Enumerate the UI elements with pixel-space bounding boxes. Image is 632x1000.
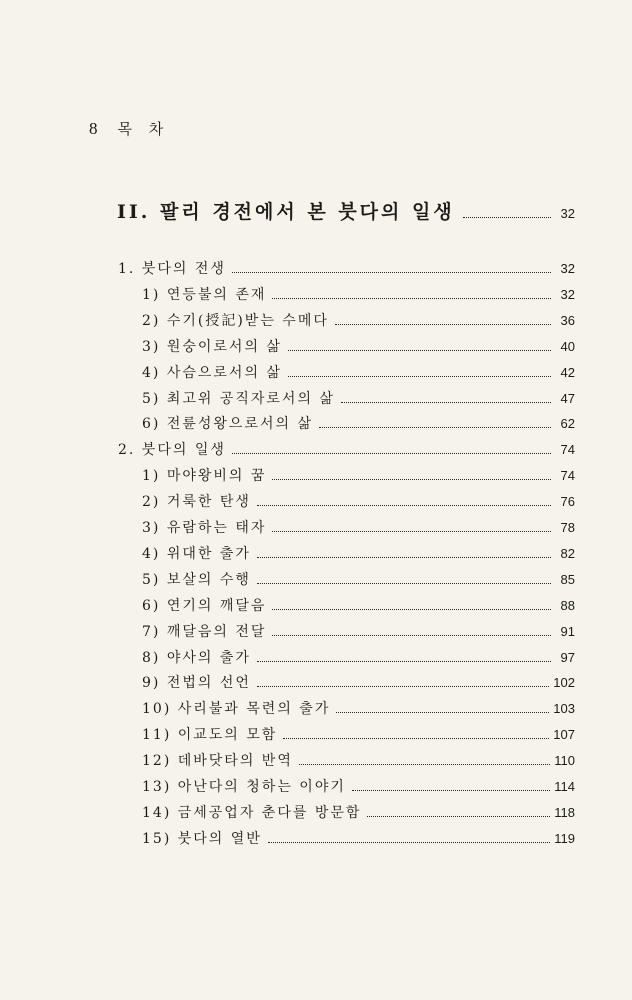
toc-section-entry-label: 3) 유람하는 태자 <box>142 520 267 536</box>
toc-section-entry <box>142 621 575 641</box>
toc-section-entry <box>142 595 575 615</box>
toc-section-entry-page: 97 <box>560 649 575 665</box>
toc-section-entry-label: 10) 사리불과 목련의 출가 <box>142 701 331 718</box>
toc-section-entry-page: 91 <box>560 623 575 639</box>
dot-leader <box>232 272 551 273</box>
toc-chapter-entry <box>118 258 575 278</box>
toc-section-entry-label: 7) 깨달음의 전달 <box>142 623 267 640</box>
toc-part-page: 32 <box>560 206 575 221</box>
dot-leader <box>257 686 549 687</box>
toc-section-entry-label: 4) 사슴으로서의 삶 <box>142 364 282 381</box>
toc-section-entry-page: 62 <box>560 416 575 432</box>
toc-section-entry <box>142 543 575 563</box>
dot-leader <box>463 217 551 218</box>
toc-chapter-entry-label: 2. 붓다의 일생 <box>118 442 226 459</box>
toc-part-entry <box>117 197 575 224</box>
dot-leader <box>283 738 549 739</box>
toc-section-entry-page: 74 <box>560 468 575 484</box>
toc-section-entry <box>142 647 575 667</box>
toc-section-entry-label: 11) 이교도의 모함 <box>142 727 278 744</box>
toc-section-entry-label: 6) 전륜성왕으로서의 삶 <box>142 416 313 433</box>
toc-section-entry <box>142 336 575 356</box>
dot-leader <box>272 298 551 299</box>
toc-section-entry-page: 88 <box>560 597 575 613</box>
toc-chapter-entry <box>118 439 575 459</box>
running-header <box>89 118 169 139</box>
toc-section-entry-page: 103 <box>553 701 575 717</box>
toc-section-entry-page: 118 <box>554 804 575 820</box>
toc-section-entry <box>142 491 575 511</box>
dot-leader <box>268 842 550 843</box>
dot-leader <box>288 350 551 351</box>
toc-section-entry-label: 9) 전법의 선언 <box>142 675 251 692</box>
dot-leader <box>257 505 551 506</box>
toc-section-entry-page: 78 <box>560 520 575 535</box>
running-title: 목 차 <box>117 120 170 138</box>
toc-section-entry-label: 2) 거룩한 탄생 <box>142 494 251 511</box>
toc-section-entry <box>142 698 575 718</box>
toc-chapter-entry-page: 74 <box>560 442 575 458</box>
toc-section-entry-page: 40 <box>560 338 575 354</box>
dot-leader <box>257 583 551 584</box>
dot-leader <box>257 557 551 558</box>
toc-section-entry-label: 5) 최고위 공직자로서의 삶 <box>142 390 335 407</box>
dot-leader <box>335 324 551 325</box>
toc-chapter-entry-page: 32 <box>560 261 575 276</box>
toc-section-entry-label: 4) 위대한 출가 <box>142 545 251 562</box>
toc-section-entry-page: 42 <box>560 364 575 380</box>
dot-leader <box>272 531 551 532</box>
dot-leader <box>341 402 551 403</box>
toc-section-entry <box>142 465 575 485</box>
toc-section-entry-page: 32 <box>560 286 575 302</box>
toc-section-entry-label: 14) 금세공업자 춘다를 방문함 <box>142 804 362 821</box>
toc-section-entry-page: 85 <box>560 571 575 587</box>
toc-section-entry <box>142 750 575 770</box>
toc-section-entry-label: 6) 연기의 깨달음 <box>142 597 267 614</box>
toc-section-entry-page: 110 <box>554 753 575 769</box>
dot-leader <box>272 635 551 636</box>
toc-section-entry <box>142 284 575 304</box>
dot-leader <box>232 453 551 454</box>
toc-section-entry-page: 82 <box>560 545 575 561</box>
toc-section-entry <box>142 310 575 330</box>
toc-section-entry-label: 15) 붓다의 열반 <box>142 830 262 847</box>
dot-leader <box>288 376 551 377</box>
toc-section-entry-label: 5) 보살의 수행 <box>142 571 251 588</box>
toc-section-entry <box>142 802 575 822</box>
toc-section-entry-page: 119 <box>554 830 575 846</box>
toc-section-entry-label: 2) 수기(授記)받는 수메다 <box>142 312 329 329</box>
toc-section-entry-label: 12) 데바닷타의 반역 <box>142 753 293 770</box>
toc-section-entry <box>142 776 575 796</box>
toc-section-entry-page: 102 <box>553 675 575 691</box>
dot-leader <box>336 712 549 713</box>
toc-section-entry-page: 114 <box>554 779 575 794</box>
dot-leader <box>352 790 550 791</box>
toc-section-entry-label: 8) 야사의 출가 <box>142 649 251 666</box>
toc-section-entry-page: 76 <box>560 494 575 510</box>
toc-part-label: II. 팔리 경전에서 본 붓다의 일생 <box>117 201 455 223</box>
toc-section-entry <box>142 413 575 433</box>
toc-section-entry-label: 3) 원숭이로서의 삶 <box>142 338 282 355</box>
toc-chapter-entry-label: 1. 붓다의 전생 <box>118 261 226 277</box>
toc-section-entry <box>142 672 575 692</box>
toc-section-entry <box>142 569 575 589</box>
toc-section-entry <box>142 724 575 744</box>
toc-section-entry <box>142 517 575 537</box>
toc-section-entry-page: 47 <box>560 390 575 406</box>
toc-section-entry <box>142 362 575 382</box>
toc-section-entry-page: 107 <box>553 727 575 743</box>
toc-section-entry <box>142 388 575 408</box>
dot-leader <box>367 816 550 817</box>
dot-leader <box>257 661 551 662</box>
dot-leader <box>299 764 550 765</box>
toc-section-entry <box>142 828 575 848</box>
toc-section-entry-label: 1) 마야왕비의 꿈 <box>142 468 267 485</box>
dot-leader <box>272 479 551 480</box>
toc-section-entry-label: 1) 연등불의 존재 <box>142 286 267 303</box>
dot-leader <box>272 609 551 610</box>
toc-section-entry-page: 36 <box>560 312 575 328</box>
toc-section-entry-label: 13) 아난다의 청하는 이야기 <box>142 779 346 795</box>
page-number: 8 <box>89 119 98 138</box>
dot-leader <box>319 427 551 428</box>
